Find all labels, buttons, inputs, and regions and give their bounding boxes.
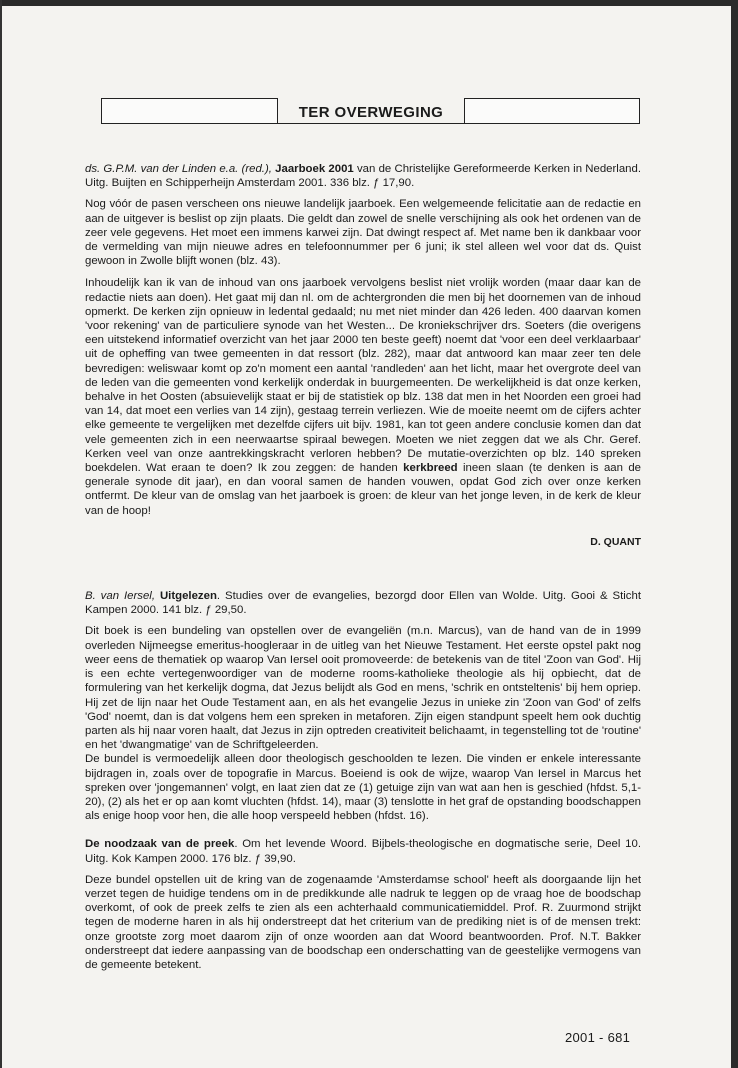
page-number: 2001 - 681 [565,1030,631,1045]
review3-paragraph-1: Deze bundel opstellen uit de kring van de zogenaamde 'Amsterdamse school' heeft als doorgaande lijn het verzet tegen de huidige tendens om in de predikkunde alle nadruk te leggen op de vraag hoe de boodschap overkomt, of ook de preek zelfs te zien als een achterhaald communicatiemiddel. Prof. R. Zuurmond strijkt tegen de moderne haren in als hij onderstreept dat het criterium van de prediking niet is of de mensen trekt: onze grootste zorg moet daarom zijn of onze woorden aan dat Woord beantwoorden. Prof. N.T. Bakker onderstreept dat iedere aanpassing van de boodschap een onderschatting van de geestelijke vermogens van de gemeente betekent. [85,873,641,971]
review1-citation [85,162,641,190]
review2-book-title: Uitgelezen [159,590,217,603]
review1-p2-text-a: Inhoudelijk kan ik van de inhoud van ons jaarboek vervolgens beslist niet vrolijk worden (maar daar kan de redactie niets aan doen). Het gaat mij dan nl. om de achtergronden die men bij het doornemen van de inhoud opmerkt. De kerken zijn opnieuw in ledental gedaald; nu met niet minder dan 426 leden. 400 daarvan komen 'voor rekening' van de particuliere synode van het Westen... De kroniekschrijver drs. Soeters (die overigens een uitstekend informatief overzicht van het jaar 2000 ten beste geeft) noemt dat 'voor een deel verklaarbaar' uit de opheffing van twee gemeenten in dat ressort (blz. 282), maar dat antwoord kan maar zeer ten dele bevredigen: weliswaar komt op zo'n moment een aantal 'randleden' aan het licht, maar het overgrote deel van de leden van die gemeenten vond kerkelijk onderdak in buurgemeenten. De werkelijkheid is dat onze kerken, behalve in het Oosten (absuievelijk staat er bij de statistiek op blz. 138 dat men in het Noorden een groei had van 14, dat moet een verlies van 14 zijn), gestaag terrein verliezen. Wie de moeite neemt om de cijfers achter elke gemeente te vergelijken met dezelfde cijfers uit bijv. 1981, kan tot geen andere conclusie komen dan dat vele gemeenten zich in een neerwaartse spiraal bewegen. Moeten we niet zeggen dat we als Chr. Geref. Kerken veel van onze aantrekkingskracht verloren hebben? De mutatie-overzichten op blz. 140 spreken boekdelen. Wat eraan te doen? Ik zou zeggen: de handen [85,277,641,475]
review3-publication: . Om het levende Woord. Bijbels-theologische en dogmatische serie, Deel 10. Uitg. Kok Kampen 2000. 176 blz. ƒ 39,90. [85,838,641,865]
header-left-box [101,98,278,124]
review3-book-title: De noodzaak van de preek [85,838,235,851]
review2-author: B. van Iersel, [85,590,155,603]
right-scan-edge [731,0,738,1068]
review1-book-title: Jaarboek 2001 [275,163,354,175]
top-scan-edge [0,0,738,6]
review2-paragraph-2: De bundel is vermoedelijk alleen door theologisch geschoolden te lezen. Die vinden er enkele interessante bijdragen in, zoals over de topografie in Marcus. Boeiend is ook de wijze, waarop Van Iersel in Marcus het spreken over 'jongemannen' volgt, en laat zien dat ze (1) getuige zijn van wat aan hen is geschied (hfdst. 5,1-20), (2) als het er op aan komt vluchten (hfdst. 14), maar (3) tenslotte in het graf de opstanding boodschappen als enige hoop voor hen, die alle hoop verspeeld hebben (hfdst. 16). [85,753,641,823]
review1-paragraph-2 [85,276,641,517]
review2-citation [85,589,641,617]
header-underline [277,123,464,124]
review1-signature: D. QUANT [590,535,641,548]
header-right-box [464,98,640,124]
review1-p2-text-b: ineen slaan (te denken is aan de generale synode dit jaar), en dan vooral samen de handen vouwen, opdat God zich over onze kerken ontfermt. De kleur van de omslag van het jaarboek is groen: de kleur van het jonge leven, in de kerk de kleur van de hoop! [85,462,642,517]
review2-paragraph-1: Dit boek is een bundeling van opstellen over de evangeliën (m.n. Marcus), van de hand van de in 1999 overleden Nijmeegse emeritus-hoogleraar in de uitleg van het Nieuwe Testament. Het eerste opstel pakt nog weer eens de thematiek op waarop Van Iersel ooit promoveerde: de betekenis van de titel 'Zoon van God'. Hij is een echte vertegenwoordiger van de moderne rooms-katholieke theologie als hij opbiecht, dat de formulering van het kerkelijk dogma, dat Jezus belijdt als God en mens, 'schrik en ontsteltenis' bij hem opriep. Hij zet de lijn naar het Oude Testament aan, en als het evangelie Jezus in unieke zin 'Zoon van God' of zelfs 'God' noemt, dan is dat volgens hem een spreken in metaforen. Zijn eigen standpunt speelt hem ook duchtig parten als hij naar voren haalt, dat Jezus in zijn optreden creativiteit belichaamt, in tegenstelling tot de 'routine' en het 'dwangmatige' van de Schriftgeleerden. [85,625,641,752]
review2-publication: . Studies over de evangelies, bezorgd door Ellen van Wolde. Uitg. Gooi & Sticht Kampen 2000. 141 blz. ƒ 29,50. [85,590,641,617]
review1-authors: ds. G.P.M. van der Linden e.a. (red.), [85,163,272,175]
article-body [85,162,641,972]
review1-publication: van de Christelijke Gereformeerde Kerken in Nederland. Uitg. Buijten en Schipperheijn Amsterdam 2001. 336 blz. ƒ 17,90. [85,163,641,190]
review1-paragraph-1: Nog vóór de pasen verscheen ons nieuwe landelijk jaarboek. Een welgemeende felicitatie aan de redactie en aan de uitgever is beslist op zijn plaats. Die geldt dan zowel de snelle verschijning als ook het ordenen van de zeer vele gegevens. Het moet een immens karwei zijn. Dat dwingt respect af. Met name ben ik dankbaar voor de vermelding van mijn nieuwe adres en telefoonnummer per 6 juni; ik stel alleen wel voor dat ds. Quist gewoon in Zwolle blijft wonen (blz. 43). [85,198,641,268]
left-scan-edge [0,0,2,1068]
section-header [101,98,639,126]
section-title: TER OVERWEGING [298,104,444,121]
review3-citation [85,837,641,865]
review1-p2-bold: kerkbreed [403,462,458,475]
